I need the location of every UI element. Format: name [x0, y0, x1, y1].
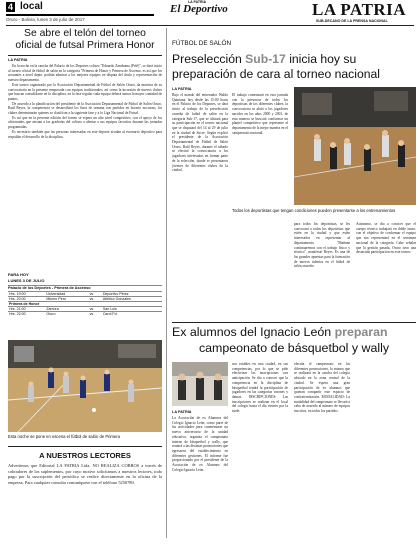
bottom-headline-line1: [172, 324, 416, 340]
page-number: 4: [8, 2, 14, 12]
left-byline: LA PATRIA: [8, 58, 28, 62]
left-headline-line1: Se abre el telón del torneo: [24, 28, 146, 39]
masthead-tagline: SUB-DECANO DE LA PRENSA NACIONAL: [316, 19, 388, 23]
left-article-body: [8, 64, 162, 270]
bottom-byline: LA PATRIA: [172, 410, 192, 414]
schedule-team: San Luis: [102, 307, 162, 312]
schedule-vs: vs.: [89, 312, 102, 317]
schedule-time: Hrs. 22:00: [8, 312, 45, 317]
schedule-team: Carol Fd.: [102, 312, 162, 317]
schedule-team: Oruro: [45, 312, 88, 317]
left-paragraph: En la noche en la cancha del Palacio de los Deportes coliseo "Eduardo Zambrana (Pelé)", se dará inicio al torneo oficial de fútbol de salón en la categoría "Primera de Honor y Primera de Ascenso, es así que los actuantes a nivel depto. podrán admirar a los mejores equipos en disputa del título y representación de nuestro departamento.: [8, 64, 162, 83]
top-headline-highlight: Sub-17: [245, 52, 286, 66]
masthead-logo: LA PATRIA: [312, 0, 407, 19]
bottom-headline-pre: Ex alumnos del Ignacio León: [172, 325, 335, 339]
schedule-vs: vs.: [89, 307, 102, 312]
top-headline-post: inicia hoy su: [285, 52, 357, 66]
schedule-time: Hrs. 19:00: [8, 292, 45, 297]
section-label: local: [20, 1, 43, 12]
schedule-team: Atlético Gonzales: [102, 297, 162, 302]
top-col3: para todos los deportistas, se les convocará a todos los deportistas que estén en la ciudad y que estén interesados en representar al departamento. "Mañana continuaremos con el trabajo físico y técnico", manifestó Reyes. Es una de las grandes apuestas para la formación de nuevos talentos en el fútbol de salón orureño.: [294, 222, 350, 269]
left-paragraph: Este torneo organizado por la Asociación Departamental de Fútbol de Salón Oruro, da muestra de su convocatoria en la presente temporada con equipos tradicionales, así como la incursión de nuevos clubes que buscan consolidarse en la disciplina, en la fase regular cada equipo deberá sumar la mayor cantidad de puntos.: [8, 82, 162, 101]
schedule-time: Hrs. 20:00: [8, 297, 45, 302]
futsal-match-photo: [8, 340, 162, 432]
bottom-headline-line2: campeonato de básquetbol y wally: [198, 341, 390, 355]
bottom-headline-highlight: preparan: [334, 325, 388, 339]
schedule-team: Minero Pero: [45, 297, 88, 302]
schedule-title: PARA HOY: [8, 272, 29, 277]
section-rule: [6, 14, 154, 16]
schedule-vs: vs.: [89, 297, 102, 302]
top-col2-cont: [232, 246, 288, 318]
supplement-logo: El Deportivo: [170, 3, 228, 15]
bottom-col4: [356, 362, 416, 538]
bottom-col3: efectúa el campeonato en las diferentes promociones, la misma que se realizará en la cancha del colegio ubicado en la zona central de la ciudad. Se espera una gran participación de ex alumnos que quieran compartir este espacio de confraternización. MODALIDAD: La modalidad del campeonato se llevará a cabo de acuerdo al número de equipos inscritos, en todos los partidos.: [294, 362, 350, 414]
dateline: Oruro - Bolivia, lunes 3 de julio de 2017: [6, 17, 85, 22]
schedule-date: LUNES 3 DE JULIO: [8, 278, 45, 283]
schedule-section: Primera de Honor: [8, 302, 162, 307]
column-divider: [166, 28, 167, 538]
schedule-vs: vs.: [89, 292, 102, 297]
notice-title: A NUESTROS LECTORES: [39, 451, 131, 460]
supplement-small: LA PATRIA: [188, 0, 207, 4]
left-headline-line2: oficial de futsal Primera Honor: [15, 40, 155, 51]
left-paragraph: Es necesario también que las personas interesadas en este deporte acudan al escenario deportivo para respaldar el desarrollo de la disciplina.: [8, 129, 162, 139]
schedule-table: [8, 291, 162, 317]
top-byline: LA PATRIA: [172, 87, 192, 91]
schedule-team: Deportivo Pérez: [102, 292, 162, 297]
top-col2: El trabajo comenzará en esta jornada con la presencia de todos los deportistas de los diferentes clubes, la convocatoria se abrió a los jugadores nacidos en los años 2000 y 2001, de esta manera se buscará conformar un plantel competitivo que represente al departamento de la mejor manera en el campeonato nacional.: [232, 93, 288, 135]
top-col4: Asimismo, se dio a conocer que el cuerpo técnico trabajará en doble turno, con el objetivo de conformar el equipo que nos representará en el certamen nacional de la categoría. Cabe señalar que la gestión pasada, Oruro tuvo una destacada participación en este torneo.: [356, 222, 416, 255]
schedule-venue: Palacio de los Deportes - Primera de Ascenso: [8, 285, 162, 290]
left-headline-rule: [8, 55, 162, 56]
top-col1-cont: [172, 246, 228, 318]
bottom-col2: son estables en otra ciudad, en sus competencias, por lo que se pide efectivizar las inscripciones con anticipación. Se dio a conocer que la competencia en la disciplina de básquetbol tendrá la participación de jugadores en las categorías varones y damas. INSCRIPCIONES: Las inscripciones se realizan en el local del colegio hasta el día viernes por la tarde.: [232, 362, 288, 414]
left-photo-caption: Esta noche se pone en escena el fútbol de salón de Primera: [8, 434, 120, 439]
top-photo-caption: Todos los deportistas que tengan condiciones pueden presentarse a los entrenamientos: [232, 208, 396, 213]
top-headline: [172, 52, 416, 82]
table-row: [8, 312, 162, 317]
articles-rule: [172, 322, 416, 323]
ex-alumnos-photo: [172, 362, 228, 406]
header-rule: [6, 25, 414, 26]
top-kicker: FÚTBOL DE SALÓN: [172, 40, 232, 47]
top-headline-line1: [172, 52, 416, 67]
schedule-team: Universidad: [45, 292, 88, 297]
left-headline: [8, 28, 162, 52]
notice-text: Advertimos que Editorial LA PATRIA Ltda. NO REALIZA COBROS a través de cobradores de los suplementos, por cuyo motivo solicitamos a nuestros lectores, todo pago por la suscripción del periódico se realice directamente en la oficina de la empresa. Para cualquier consulta comuníquese con el teléfono 5250780.: [8, 463, 162, 485]
schedule-time: Hrs. 21:00: [8, 307, 45, 312]
schedule-team: Zamora: [45, 307, 88, 312]
readers-notice: [8, 446, 162, 536]
top-col1: Bajo el mando del entrenador Waldo Quintana, hoy desde las 15:00 horas en el Palacio de los Deportes, se dará inicio al trabajo de la preselección orureña de futbol de salón en la categoría Sub-17, que se alistará para su participación en el torneo nacional que se disputará del 14 al 29 de julio en la ciudad de Sucre. Según explicó el presidente de la Asociación Departamental de Fútbol de Salón Oruro, Raúl Reyes, durante el sábado se efectuó la convocatoria a los jugadores interesados en formar parte de la selección, donde se presentaron jóvenes de diferentes clubes de la ciudad.: [172, 93, 228, 173]
bottom-headline: [172, 324, 416, 356]
bottom-col1: La Asociación de ex Alumnos del Colegio Ignacio León, como parte de las actividades para conmemorar un nuevo aniversario de la unidad educativa, organiza el campeonato interno de básquetbol y wally, que reunirá a las distintas promociones que egresaron del establecimiento en diferentes gestiones. El informe fue proporcionado por el presidente de la Asociación de ex Alumnos del Colegio Ignacio León.: [172, 416, 228, 472]
left-paragraph: Es así que en la presente edición del torneo se espera un alto nivel competitivo, con el apoyo de los aficionados que asistan a las graderías del coliseo a alentar a sus equipos favoritos durante las jornadas programadas.: [8, 115, 162, 130]
left-paragraph: De acuerdo a la planificación del presidente de la Asociación Departamental de Fútbol de Salón Oruro, Raúl Reyes, la competencia se desarrollará los fines de semana con partidos en horario nocturno, los clubes determinarán quienes se clasifican a la siguiente fase y a la Liga Nacional de Futsal.: [8, 101, 162, 116]
top-headline-line2: preparación de cara al torneo nacional: [172, 67, 381, 81]
training-photo: [294, 87, 416, 205]
top-headline-pre: Preselección: [172, 52, 246, 66]
